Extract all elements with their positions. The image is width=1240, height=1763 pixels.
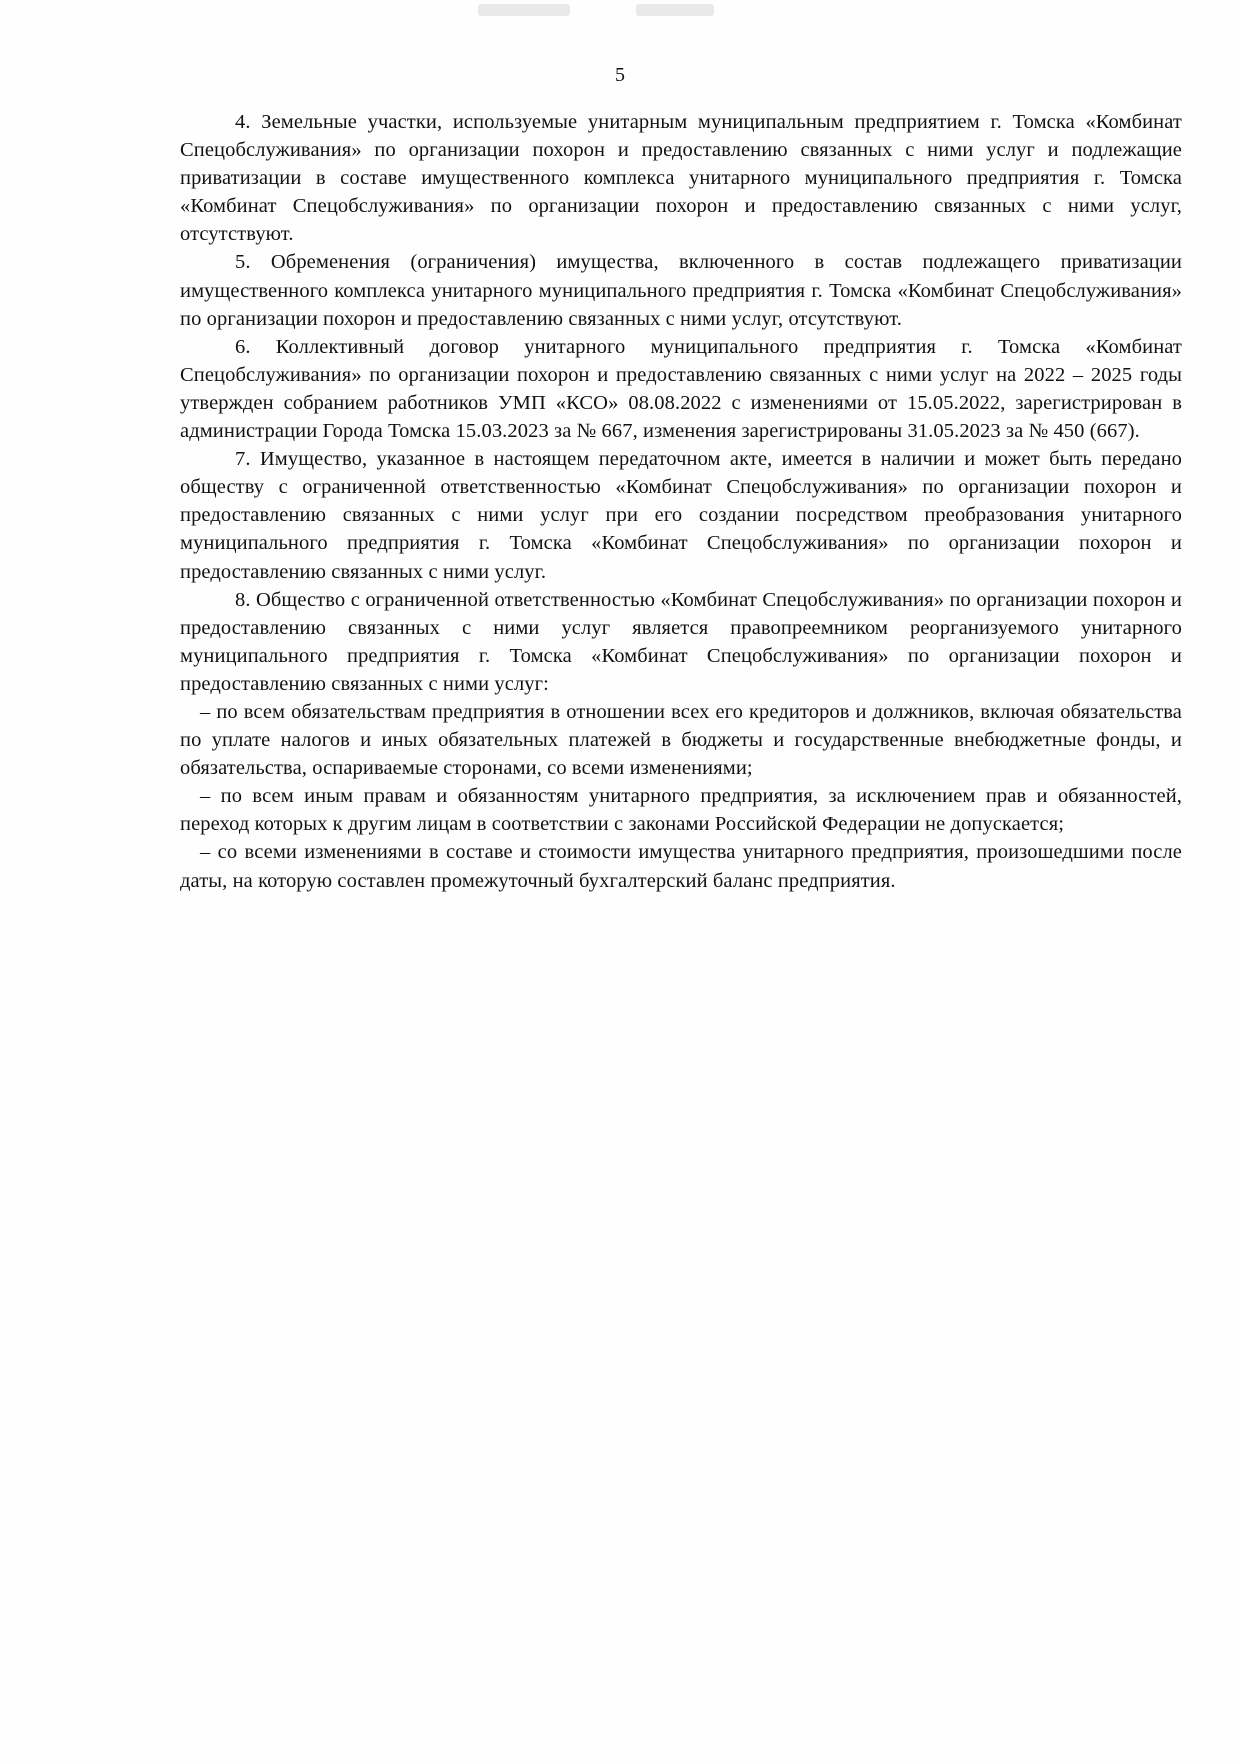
scan-artifact (478, 4, 570, 16)
paragraph-4: 4. Земельные участки, используемые унитарным муниципальным предприятием г. Томска «Комбинат Спецобслуживания» по организации похорон и предоставлению связанных с ними услуг и подлежащие приватизации в составе имущественного комплекса унитарного муниципального предприятия г. Томска «Комбинат Спецобслуживания» по организации похорон и предоставлению связанных с ними услуг, отсутствуют. (180, 111, 1182, 246)
page-number: 5 (615, 64, 625, 86)
paragraph-8: 8. Общество с ограниченной ответственностью «Комбинат Спецобслуживания» по организации похорон и предоставлению связанных с ними услуг является правопреемником реорганизуемого унитарного муниципального предприятия г. Томска «Комбинат Спецобслуживания» по организации похорон и предоставлению связанных с ними услуг: (180, 588, 1182, 695)
paragraph-5: 5. Обременения (ограничения) имущества, включенного в состав подлежащего приватизации имущественного комплекса унитарного муниципального предприятия г. Томска «Комбинат Спецобслуживания» по организации похорон и предоставлению связанных с ними услуг, отсутствуют. (180, 251, 1182, 330)
list-item-property-changes: – со всеми изменениями в составе и стоимости имущества унитарного предприятия, произошедшими после даты, на которую составлен промежуточный бухгалтерский баланс предприятия. (180, 841, 1182, 892)
scan-artifact (636, 4, 714, 16)
list-item-obligations: – по всем обязательствам предприятия в отношении всех его кредиторов и должников, включая обязательства по уплате налогов и иных обязательных платежей в бюджеты и государственные внебюджетные фонды, и обязательства, оспариваемые сторонами, со всеми изменениями; (180, 700, 1182, 780)
document-body (180, 108, 1182, 895)
paragraph-6: 6. Коллективный договор унитарного муниципального предприятия г. Томска «Комбинат Спецобслуживания» по организации похорон и предоставлению связанных с ними услуг на 2022 – 2025 годы утвержден собранием работников УМП «КСО» 08.08.2022 с изменениями от 15.05.2022, зарегистрирован в администрации Города Томска 15.03.2023 за № 667, изменения зарегистрированы 31.05.2023 за № 450 (667). (180, 335, 1182, 443)
paragraph-7: 7. Имущество, указанное в настоящем передаточном акте, имеется в наличии и может быть передано обществу с ограниченной ответственностью «Комбинат Спецобслуживания» по организации похорон и предоставлению связанных с ними услуг при его создании посредством преобразования унитарного муниципального предприятия г. Томска «Комбинат Спецобслуживания» по организации похорон и предоставлению связанных с ними услуг. (180, 448, 1182, 583)
list-item-rights: – по всем иным правам и обязанностям унитарного предприятия, за исключением прав и обязанностей, переход которых к другим лицам в соответствии с законами Российской Федерации не допускается; (180, 785, 1182, 836)
